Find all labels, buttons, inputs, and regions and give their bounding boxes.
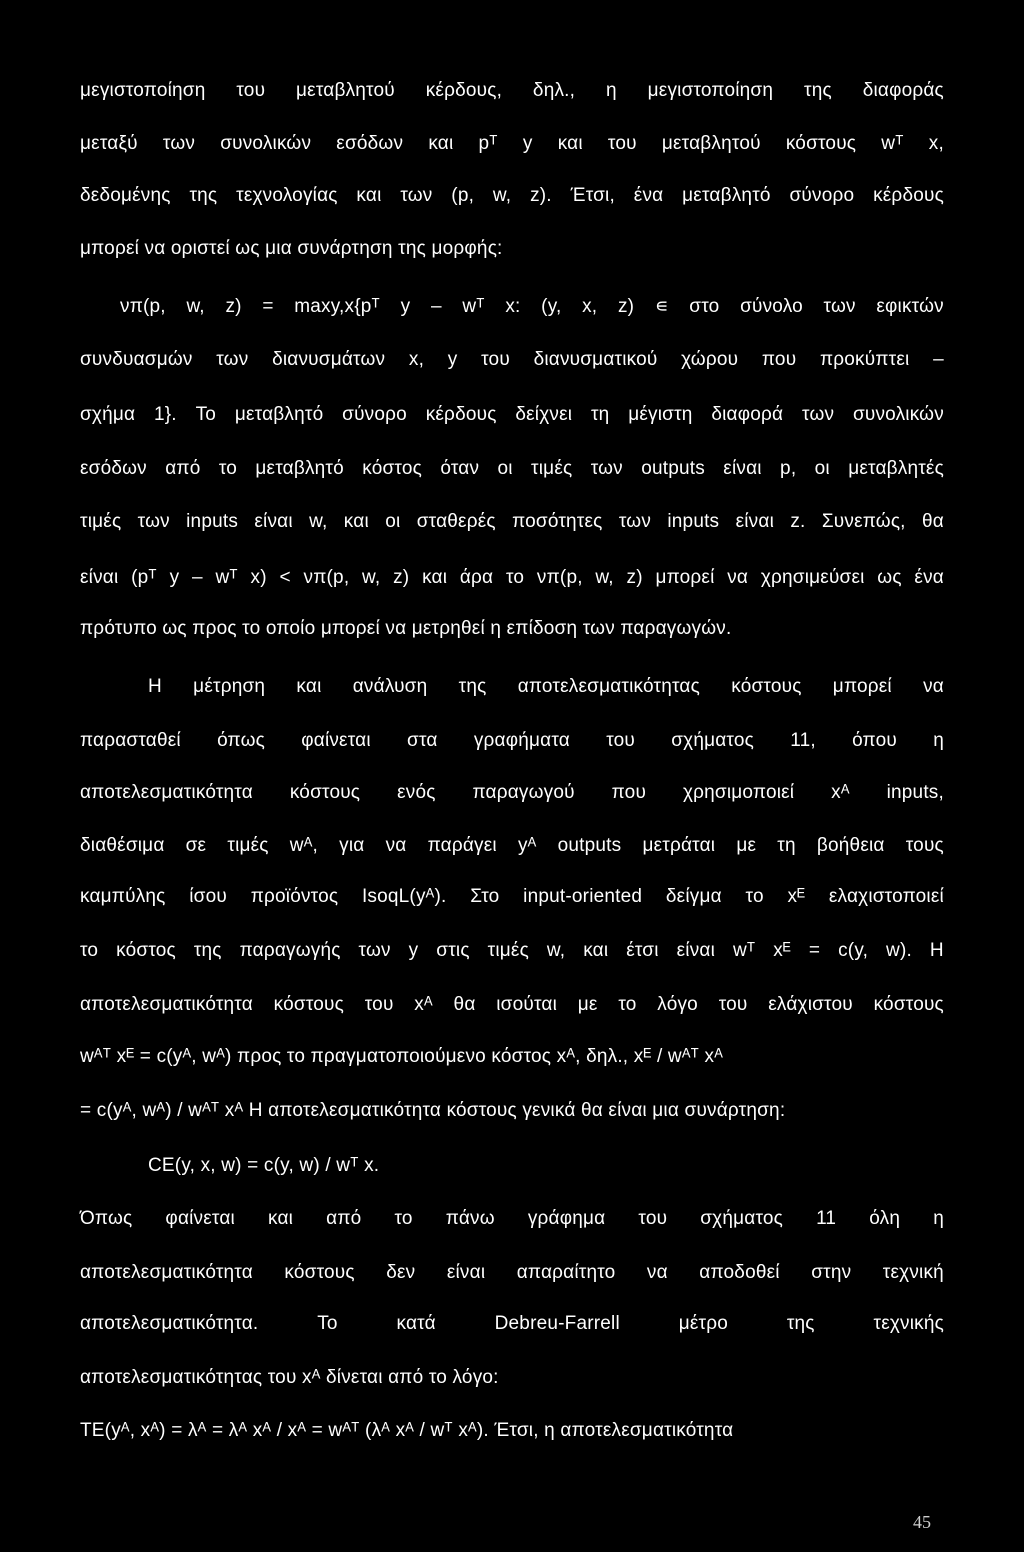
word: x) [250,567,267,588]
word: των [137,511,170,532]
word: να [727,567,749,588]
word: μέτρηση [193,676,266,697]
word: ελάχιστου [768,994,853,1015]
word: όπου [852,730,897,751]
word: διαφορά [711,404,784,425]
word: y [408,940,419,961]
word: input-oriented [523,886,643,907]
word: inputs [186,511,239,532]
word: μέτρο [678,1313,729,1334]
word: z). [530,185,552,206]
word: είναι [723,458,762,479]
word: x, [582,296,598,317]
word: και [422,567,448,588]
word: χρησιμοποιεί [682,782,795,803]
word: τιμές [531,458,573,479]
word: w, [492,185,512,206]
word: το [618,994,637,1015]
word: τη [590,404,610,425]
word: με [577,994,598,1015]
word: κόστους [289,782,361,803]
word: της [193,940,222,961]
word: wᵀ [732,940,756,961]
word: όλη [869,1208,901,1229]
word: μεταβλητού [296,80,395,101]
word: του [606,730,635,751]
word: pᵀ [478,133,498,154]
word: προϊόντος [250,886,339,907]
word: xᴬ [831,782,850,803]
word: του [481,349,510,370]
word: νπ(p, [303,567,350,588]
word: wᵀ [462,296,485,317]
word: κόστους [873,994,944,1015]
word: τεχνολογίας [236,185,338,206]
word: συνολικών [220,133,312,154]
word: w, [309,511,328,532]
word: τους [905,835,944,856]
word: ισούται [496,994,557,1015]
word: z) [393,567,410,588]
word: σχήματος [671,730,754,751]
word: να [923,676,944,697]
paragraph-line [80,1208,944,1230]
paragraph-line [80,511,944,533]
word: αποτελεσματικότητα. [80,1313,259,1334]
word: στα [407,730,438,751]
word: μετράται [642,835,716,856]
word: σύνολο [740,296,803,317]
word: αποτελεσματικότητα [80,1262,253,1283]
paragraph-line [80,458,944,480]
word: w, [595,567,614,588]
word: βοήθεια [816,835,885,856]
word: z. [790,511,806,532]
word: δείχνει [515,404,573,425]
paragraph-line [80,185,944,207]
word: μεταβλητό [255,458,344,479]
word: και [296,676,322,697]
word: στις [436,940,470,961]
word: τιμές [80,511,122,532]
word: outputs [641,458,705,479]
word: συνολικών [852,404,944,425]
word: και [557,133,583,154]
word: το [505,567,525,588]
word: της [189,185,218,206]
word: για [339,835,365,856]
word: τιμές [487,940,529,961]
word: του [364,994,394,1015]
word: (p, [451,185,475,206]
paragraph-line [80,1313,944,1335]
word: χώρου [681,349,739,370]
word: σύνορο [789,185,855,206]
word: αποτελεσματικότητα [80,994,253,1015]
word: Στο [470,886,500,907]
word: x, [928,133,944,154]
word: οι [385,511,401,532]
word: μεταβλητό [682,185,771,206]
word: εσόδων [336,133,404,154]
word: y [447,349,458,370]
word: δείγμα [665,886,722,907]
paragraph-line: αποτελεσματικότητας του xᴬ δίνεται από το λόγο: [80,1367,499,1388]
word: y [169,567,180,588]
word: κέρδους, [425,80,503,101]
word: κέρδους [425,404,497,425]
word: wᵀ [215,567,238,588]
word: της [458,676,487,697]
paragraph-line [80,567,944,589]
word: είναι [676,940,716,961]
paragraph-line [80,994,944,1016]
word: νπ(p, [536,567,583,588]
word: κόστος [116,940,176,961]
word: μέγιστη [628,404,693,425]
word: δεν [386,1262,416,1283]
word: της [786,1313,815,1334]
word: Η [929,940,944,961]
word: παραγωγής [239,940,341,961]
word: κέρδους [873,185,944,206]
word: παρασταθεί [80,730,181,751]
word: έτσι [626,940,659,961]
word: ίσου [189,886,227,907]
word: του [236,80,266,101]
paragraph-line: wᴬᵀ xᴱ = c(yᴬ, wᴬ) προς το πραγματοποιούμενο κόστος xᴬ, δηλ., xᴱ / wᴬᵀ xᴬ [80,1046,724,1067]
word: γραφήματα [473,730,570,751]
paragraph-line [80,886,944,908]
word: σταθερές [416,511,496,532]
word: τη [777,835,796,856]
word: των [162,133,196,154]
word: της [803,80,832,101]
word: θα [453,994,476,1015]
word: Το [317,1313,338,1334]
word: w, [186,296,205,317]
word: εσόδων [80,458,147,479]
word: μεταξύ [80,133,138,154]
word: IsoqL(yᴬ). [361,886,447,907]
equation-line: TE(yᴬ, xᴬ) = λᴬ = λᴬ xᴬ / xᴬ = wᴬᵀ (λᴬ xᴬ / wᵀ xᴬ). Έτσι, η αποτελεσματικότητα [80,1420,734,1441]
word: 11 [816,1208,837,1229]
word: ένα [633,185,664,206]
word: αποδοθεί [699,1262,780,1283]
word: < [279,567,291,588]
word: = [262,296,274,317]
word: το [218,458,238,479]
word: όπως [217,730,265,751]
word: νπ(p, [120,296,166,317]
word: στο [689,296,720,317]
word: (pᵀ [131,567,157,588]
word: των [400,185,433,206]
word: του [607,133,637,154]
word: και [583,940,609,961]
word: λόγο [657,994,698,1015]
word: τεχνική [882,1262,944,1283]
word: η [933,730,944,751]
word: του [638,1208,668,1229]
word: y [522,133,533,154]
word: κόστους [273,994,344,1015]
page-number: 45 [913,1512,931,1532]
word: των [802,404,835,425]
word: φαίνεται [165,1208,235,1229]
word: διανυσματικού [533,349,658,370]
word: αποτελεσματικότητα [80,782,253,803]
word: = [808,940,821,961]
word: 11, [790,730,816,751]
word: του [718,994,748,1015]
word: γράφημα [527,1208,606,1229]
word: μεγιστοποίηση [80,80,206,101]
word: Το [195,404,217,425]
word: σχήματος [700,1208,784,1229]
paragraph-line: = c(yᴬ, wᴬ) / wᴬᵀ xᴬ Η αποτελεσματικότητα κόστους γενικά θα είναι μια συνάρτηση: [80,1100,786,1121]
paragraph-line [80,730,944,752]
word: θα [922,511,944,532]
word: των [358,940,391,961]
word: στην [811,1262,852,1283]
equation-line: CE(y, x, w) = c(y, w) / wᵀ x. [148,1155,380,1176]
word: – [933,349,944,370]
paragraph-line [80,835,944,857]
word: των [618,511,652,532]
word: yᴬ [517,835,537,856]
word: των [216,349,249,370]
word: μπορεί [832,676,892,697]
word: μεταβλητές [848,458,944,479]
word: είναι [446,1262,486,1283]
word: προκύπτει [819,349,910,370]
word: χρησιμεύσει [760,567,865,588]
word: σχήμα [80,404,136,425]
word: μπορεί [655,567,715,588]
word: το [745,886,764,907]
word: Όπως [80,1208,133,1229]
word: διαφοράς [862,80,944,101]
word: φαίνεται [301,730,371,751]
word: ενός [397,782,436,803]
word: Debreu-Farrell [494,1313,620,1334]
word: μεταβλητό [234,404,324,425]
word: inputs, [886,782,944,803]
word: δηλ., [532,80,576,101]
word: maxy,x{pᵀ [294,296,380,317]
word: μεγιστοποίηση [647,80,774,101]
word: των [590,458,623,479]
word: που [761,349,797,370]
word: των [823,296,856,317]
paragraph-line [80,404,944,426]
word: xᴱ [787,886,806,907]
word: οι [814,458,830,479]
paragraph-line [80,940,944,962]
word: κόστους [731,676,802,697]
word: το [394,1208,413,1229]
word: κόστος [362,458,422,479]
word: z) [225,296,242,317]
word: η [933,1208,944,1229]
word: όταν [440,458,480,479]
word: με [736,835,757,856]
paragraph-line [80,80,944,102]
word: wᵀ [881,133,904,154]
word: w). [886,940,912,961]
word: xᴬ [414,994,433,1015]
word: w, [546,940,566,961]
word: outputs [557,835,622,856]
word: p, [780,458,797,479]
word: ένα [914,567,944,588]
word: η [605,80,617,101]
word: ∊ [654,296,669,317]
word: (y, [541,296,562,317]
word: τιμές [227,835,269,856]
word: ως [877,567,902,588]
word: πάνω [445,1208,495,1229]
word: τεχνικής [873,1313,944,1334]
word: καμπύλης [80,886,166,907]
word: εφικτών [876,296,944,317]
word: wᴬ, [289,835,319,856]
word: – [191,567,203,588]
paragraph-line: μπορεί να οριστεί ως μια συνάρτηση της μορφής: [80,238,503,259]
word: x, [408,349,425,370]
word: z) [626,567,643,588]
word: Έτσι, [570,185,615,206]
word: κόστους [785,133,857,154]
word: διαθέσιμα [80,835,165,856]
word: ελαχιστοποιεί [828,886,944,907]
word: αποτελεσματικότητας [517,676,700,697]
word: απαραίτητο [516,1262,616,1283]
word: να [646,1262,668,1283]
word: από [165,458,201,479]
word: είναι [254,511,293,532]
word: σύνορο [342,404,407,425]
equation-line [120,296,944,318]
word: που [611,782,647,803]
word: – [430,296,442,317]
word: 1}. [153,404,177,425]
word: είναι [80,567,119,588]
word: είναι [735,511,774,532]
paragraph-line [80,1262,944,1284]
word: Η [148,676,162,697]
word: παράγει [427,835,497,856]
word: inputs [667,511,720,532]
word: παραγωγού [472,782,575,803]
word: ποσότητες [512,511,603,532]
word: y [400,296,411,317]
word: συνδυασμών [80,349,193,370]
word: κόστους [284,1262,355,1283]
word: να [385,835,407,856]
word: c(y, [838,940,869,961]
paragraph-line [80,782,944,804]
paragraph-line: πρότυπο ως προς το οποίο μπορεί να μετρηθεί η επίδοση των παραγωγών. [80,618,732,639]
word: διανυσμάτων [272,349,386,370]
word: και [343,511,369,532]
paragraph-line [80,349,944,371]
word: και [356,185,382,206]
word: ανάλυση [352,676,428,697]
word: Συνεπώς, [821,511,906,532]
paragraph-line [80,133,944,155]
word: και [428,133,454,154]
word: άρα [459,567,494,588]
word: μεταβλητού [661,133,761,154]
word: w, [362,567,381,588]
word: z) [617,296,635,317]
word: κατά [396,1313,436,1334]
word: από [326,1208,362,1229]
word: x: [505,296,521,317]
word: το [80,940,99,961]
word: και [268,1208,294,1229]
paragraph-line [148,676,944,698]
word: xᴱ [773,940,791,961]
word: δεδομένης [80,185,171,206]
word: σε [185,835,207,856]
word: οι [497,458,513,479]
